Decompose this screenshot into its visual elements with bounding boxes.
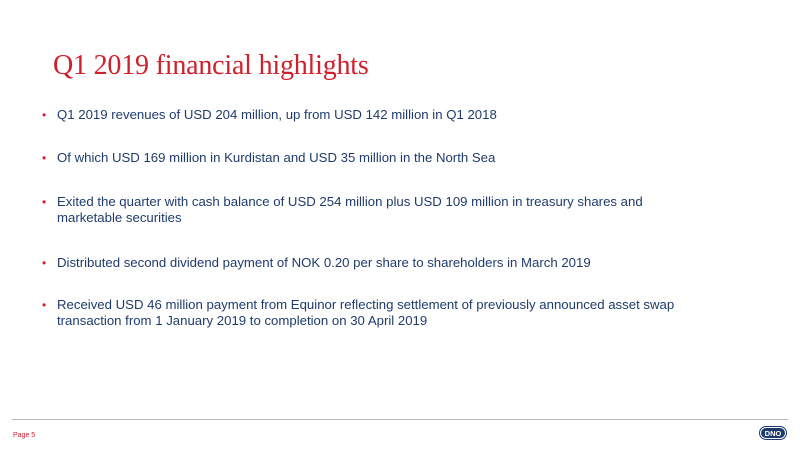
slide-title: Q1 2019 financial highlights — [53, 50, 369, 81]
dno-logo — [759, 426, 787, 440]
bullet-text: Of which USD 169 million in Kurdistan and USD 35 million in the North Sea — [57, 150, 496, 165]
bullet-text: Q1 2019 revenues of USD 204 million, up from USD 142 million in Q1 2018 — [57, 107, 497, 122]
bullet-icon: • — [42, 195, 47, 209]
bullet-icon: • — [42, 151, 47, 165]
bullet-item — [42, 150, 742, 166]
bullet-text: Received USD 46 million payment from Equinor reflecting settlement of previously announced asset swap transaction from 1 January 2019 to completion on 30 April 2019 — [57, 297, 675, 328]
logo-text: DNO — [764, 429, 782, 438]
bullet-item — [42, 255, 742, 271]
page-number: Page 5 — [13, 432, 36, 439]
bullet-text: Exited the quarter with cash balance of USD 254 million plus USD 109 million in treasury shares and marketable securities — [57, 194, 643, 225]
bullet-text: Distributed second dividend payment of NOK 0.20 per share to shareholders in March 2019 — [57, 255, 591, 270]
bullet-item — [42, 107, 742, 123]
bullet-icon: • — [42, 256, 47, 270]
bullet-item — [42, 297, 742, 329]
bullet-icon: • — [42, 298, 47, 312]
bullet-icon: • — [42, 108, 47, 122]
bullet-item — [42, 194, 742, 226]
footer-divider — [12, 419, 788, 420]
